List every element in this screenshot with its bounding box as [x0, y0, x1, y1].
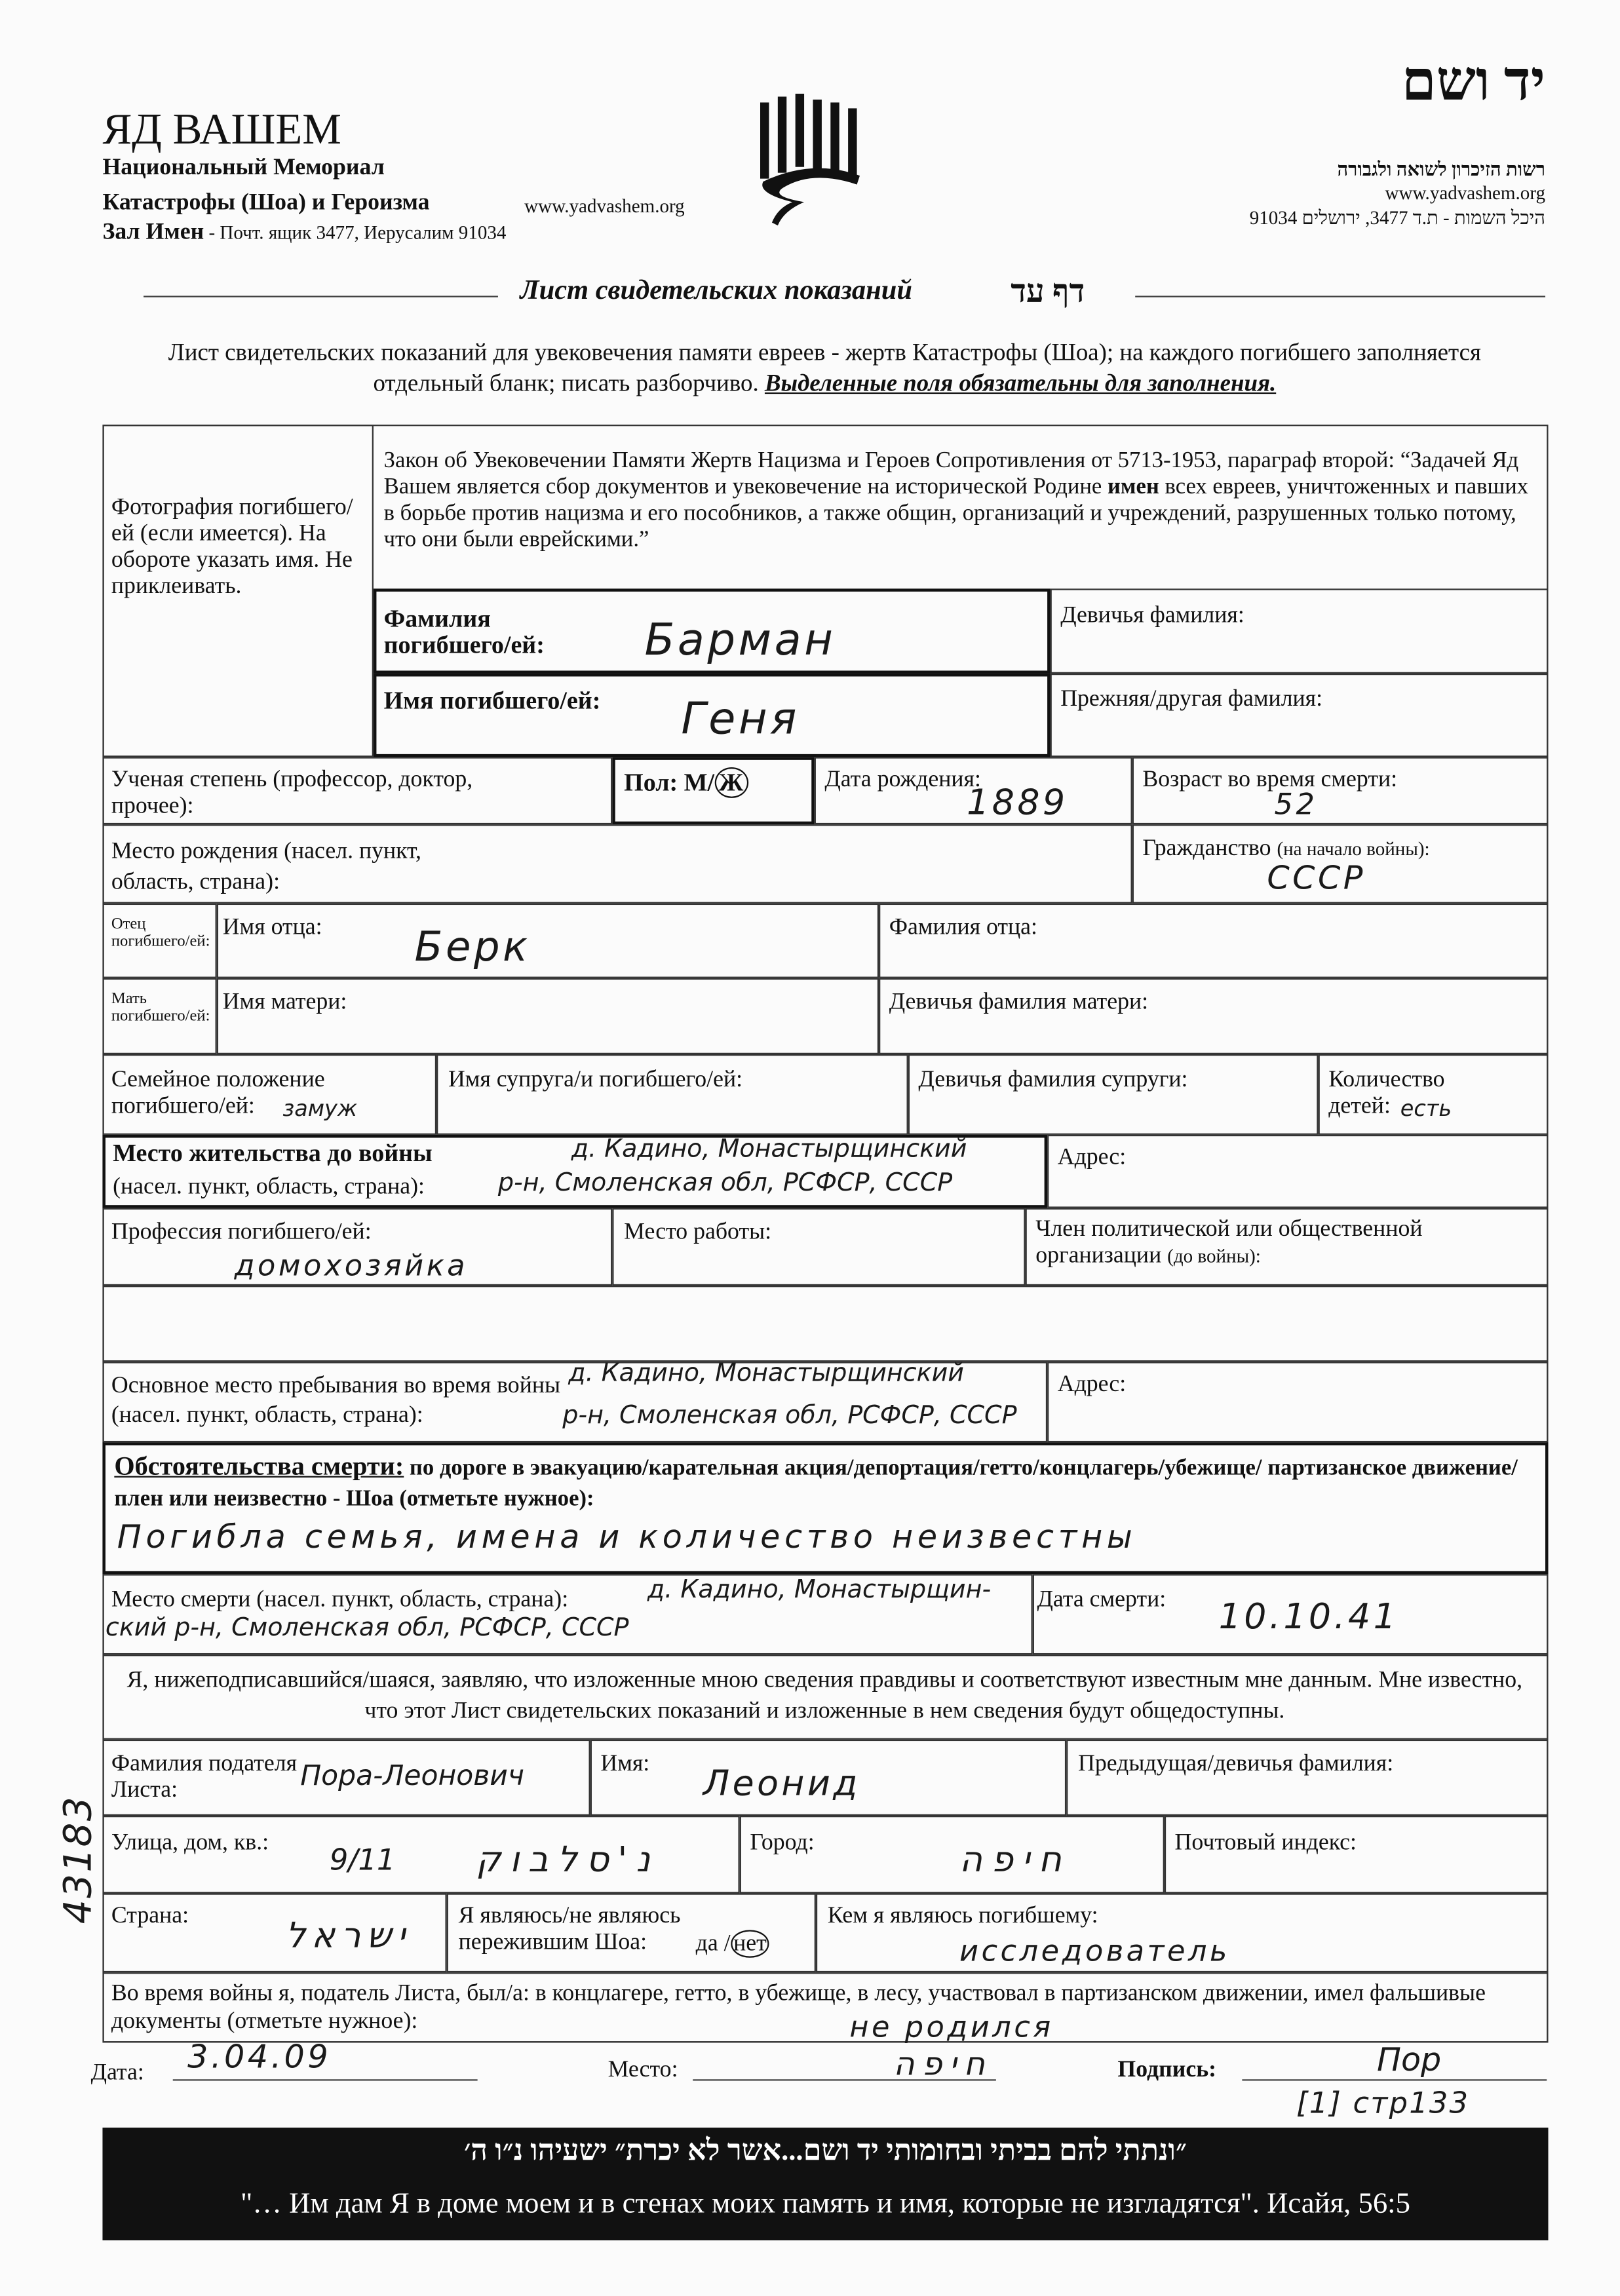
previous-name-label: Прежняя/другая фамилия: — [1060, 687, 1323, 712]
marital-status-label: Семейное положение погибшего/ей: — [111, 1067, 325, 1119]
page-note: [1] стр133 — [1296, 2085, 1470, 2120]
org-title-ru: ЯД ВАШЕМ — [102, 105, 341, 154]
intro-required-note: Выделенные поля обязательны для заполнения. — [764, 369, 1277, 397]
title-rule-left — [144, 296, 498, 297]
death-circumstances-options: по дороге в эвакуацию/карательная акция/депортация/гетто/концлагерь/убежище/ партизанское движение/плен или неизвестно - Шоа (отметьте нужное): — [114, 1455, 1518, 1512]
victim-name-value: Геня — [681, 694, 800, 746]
org-title-he: יד ושם — [1401, 51, 1546, 113]
workplace-label: Место работы: — [624, 1219, 772, 1245]
citizenship-label — [1142, 836, 1429, 862]
victim-surname-value: Барман — [644, 615, 836, 666]
age-label: Возраст во время смерти: — [1142, 767, 1398, 792]
spouse-name-field[interactable] — [436, 1054, 908, 1135]
photo-label: Фотография погибшего/ей (если имеется). На обороте указать имя. Не приклеивать. — [111, 495, 353, 599]
org-line-3 — [102, 220, 506, 246]
zip-label: Почтовый индекс: — [1174, 1830, 1357, 1856]
spouse-maiden-label: Девичья фамилия супруги: — [918, 1067, 1188, 1093]
marital-status-value: замуж — [282, 1095, 358, 1122]
membership-label — [1035, 1217, 1519, 1269]
citizenship-note: (на начало войны): — [1277, 837, 1430, 860]
maiden-name-field[interactable] — [1051, 588, 1549, 674]
law-text — [384, 448, 1541, 554]
postal-address: - Почт. ящик 3477, Иерусалим 91034 — [204, 221, 507, 243]
submitter-name-label: Имя: — [600, 1751, 650, 1776]
mother-maiden-label: Девичья фамилия матери: — [889, 989, 1149, 1015]
submitter-surname-label: Фамилия подателя Листа: — [111, 1751, 298, 1803]
place-label: Место: — [608, 2057, 678, 2082]
country-value: ישראל — [285, 1915, 412, 1957]
residence-sublabel: (насел. пункт, область, страна): — [113, 1174, 425, 1200]
org-website: www.yadvashem.org — [524, 195, 685, 217]
law-text-2: всех евреев, уничтоженных и павших в борьбе против нацизма и его пособников, а также общин, организаций и учреждений, разрушенных только потому, что они были еврейскими.” — [383, 474, 1529, 552]
side-number: 43183 — [56, 1795, 101, 1924]
citizenship-label-text: Гражданство — [1142, 836, 1271, 862]
date-label: Дата: — [90, 2060, 144, 2086]
membership-label-text: Член политической или общественной организации — [1035, 1217, 1423, 1269]
mother-side-label: Мать погибшего/ей: — [111, 989, 210, 1025]
relation-label: Кем я являюсь погибшему: — [827, 1904, 1098, 1929]
death-place-value-1: д. Кадино, Монастырщин- — [647, 1575, 992, 1605]
street-value: נ'סלבוק — [476, 1839, 659, 1881]
org-line-3-he: היכל השמות - ת.ד 3477, ירושלים 91034 — [1249, 206, 1546, 229]
membership-note: (до войны): — [1167, 1244, 1261, 1267]
title-rule-right — [1135, 296, 1545, 297]
blank-row — [102, 1286, 1548, 1362]
submitter-war-label: Во время войны я, податель Листа, был/а: в концлагере, гетто, в убежище, в лесу, участвовал в партизанском движении, имел фальшивые документы (отметьте нужное): — [111, 1981, 1486, 2034]
law-text-1: Закон об Увековечении Памяти Жертв Нацизма и Героев Сопротивления от 5713-1953, параграф второй: “Задачей Яд Вашем является сбор документов и увековечение на исторической Родине — [383, 448, 1519, 500]
war-place-label: Основное место пребывания во время войны (насел. пункт, область, страна): — [111, 1373, 560, 1428]
death-circumstances-value: Погибла семья, имена и количество неизвестны — [117, 1520, 1137, 1557]
birth-date-label: Дата рождения: — [824, 767, 981, 792]
birthplace-label: Место рождения (насел. пункт, область, страна): — [111, 839, 421, 895]
signature-label: Подпись: — [1117, 2057, 1217, 2082]
org-line-2: Катастрофы (Шоа) и Героизма — [102, 190, 430, 216]
spouse-name-label: Имя супруга/и погибшего/ей: — [448, 1067, 743, 1093]
residence-label: Место жительства до войны — [113, 1139, 433, 1168]
profession-label: Профессия погибшего/ей: — [111, 1219, 372, 1245]
death-circumstances-label — [114, 1451, 1535, 1514]
father-name-label: Имя отца: — [222, 915, 322, 940]
children-label: Количество детей: — [1328, 1067, 1445, 1119]
sex-options: Пол: М/ — [624, 769, 715, 797]
death-date-value: 10.10.41 — [1218, 1596, 1399, 1637]
residence-value-1: д. Кадино, Монастырщинский — [571, 1134, 967, 1164]
birth-date-value: 1889 — [967, 782, 1068, 823]
victim-name-label: Имя погибшего/ей: — [383, 687, 601, 715]
yad-vashem-logo-icon — [754, 94, 872, 225]
city-value: חיפה — [959, 1839, 1071, 1881]
father-surname-label: Фамилия отца: — [889, 915, 1037, 940]
death-date-label: Дата смерти: — [1037, 1587, 1167, 1613]
profession-value: домохозяйка — [234, 1247, 469, 1283]
house-number-value: 9/11 — [329, 1842, 396, 1877]
victim-surname-label: Фамилия погибшего/ей: — [383, 604, 545, 659]
hall-of-names: Зал Имен — [102, 220, 204, 245]
form-title-he: דף עד — [1011, 272, 1085, 309]
street-label: Улица, дом, кв.: — [111, 1830, 269, 1856]
signature-line — [1242, 2079, 1547, 2080]
death-place-value-2: ский р-н, Смоленская обл, РСФСР, СССР — [105, 1613, 629, 1643]
residence-address-label: Адрес: — [1057, 1145, 1127, 1170]
survivor-yes-option[interactable]: да / — [695, 1931, 731, 1957]
death-place-label: Место смерти (насел. пункт, область, страна): — [111, 1587, 569, 1613]
mother-name-label: Имя матери: — [222, 989, 347, 1015]
org-line-1: Национальный Мемориал — [102, 155, 385, 180]
declaration-text: Я, нижеподписавшийся/шаяся, заявляю, что изложенные мною сведения правдивы и соответствуют известным мне данным. Мне известно, что этот Лист свидетельских показаний и изложенные в нем сведения будут общедоступны. — [126, 1668, 1523, 1724]
children-value: есть — [1400, 1095, 1452, 1122]
residence-value-2: р-н, Смоленская обл, РСФСР, СССР — [497, 1168, 953, 1198]
quote-he: ״ונתתי להם בביתי ובחומותי יד ושם...אשר לא יכרת״ ישעיהו נ״ו ה׳ — [463, 2135, 1187, 2168]
death-circumstances-title: Обстоятельства смерти: — [114, 1451, 404, 1481]
submitter-name-value: Леонид — [703, 1763, 860, 1805]
signature-value: Пор — [1376, 2042, 1442, 2080]
submitter-war-value: не родился — [849, 2009, 1054, 2044]
submitter-surname-value: Пора-Леонович — [300, 1760, 524, 1793]
org-website-he: www.yadvashem.org — [1385, 182, 1546, 204]
intro-body: Лист свидетельских показаний для увековечения памяти евреев - жертв Катастрофы (Шоа); на каждого погибшего заполняется отдельный бланк; писать разборчиво. — [168, 338, 1481, 397]
citizenship-value: СССР — [1267, 861, 1366, 898]
form-title: Лист свидетельских показаний — [520, 275, 912, 307]
war-place-value-1: д. Кадино, Монастырщинский — [568, 1358, 964, 1388]
previous-name-field[interactable] — [1051, 674, 1549, 757]
law-text-bold: имен — [1107, 474, 1159, 500]
degree-label: Ученая степень (профессор, доктор, прочее): — [111, 767, 473, 819]
survivor-no-option-selected[interactable]: нет — [731, 1930, 770, 1957]
spouse-maiden-field[interactable] — [908, 1054, 1319, 1135]
org-line-1-he: רשות הזיכרון לשואה ולגבורה — [1337, 158, 1546, 180]
survivor-label: Я являюсь/не являюсь пережившим Шоа: — [458, 1904, 681, 1955]
father-name-value: Берк — [414, 922, 531, 971]
age-value: 52 — [1274, 786, 1318, 822]
war-place-value-2: р-н, Смоленская обл, РСФСР, СССР — [562, 1401, 1017, 1431]
submitter-prev-name-label: Предыдущая/девичья фамилия: — [1078, 1751, 1394, 1776]
survivor-options — [696, 1932, 770, 1958]
country-label: Страна: — [111, 1904, 189, 1929]
sex-label — [624, 770, 748, 796]
relation-value: исследователь — [959, 1932, 1230, 1968]
father-side-label: Отец погибшего/ей: — [111, 915, 210, 951]
date-value: 3.04.09 — [187, 2039, 332, 2076]
intro-text — [139, 337, 1510, 398]
quote-ru: "… Им дам Я в доме моем и в стенах моих память и имя, которые не изгладятся". Исайя, 56:5 — [240, 2187, 1410, 2220]
place-value: חיפה — [893, 2047, 993, 2084]
date-line — [173, 2079, 478, 2080]
city-label: Город: — [750, 1830, 815, 1856]
sex-selected: Ж — [714, 767, 748, 798]
war-address-label: Адрес: — [1057, 1371, 1127, 1397]
maiden-name-label: Девичья фамилия: — [1060, 603, 1244, 628]
